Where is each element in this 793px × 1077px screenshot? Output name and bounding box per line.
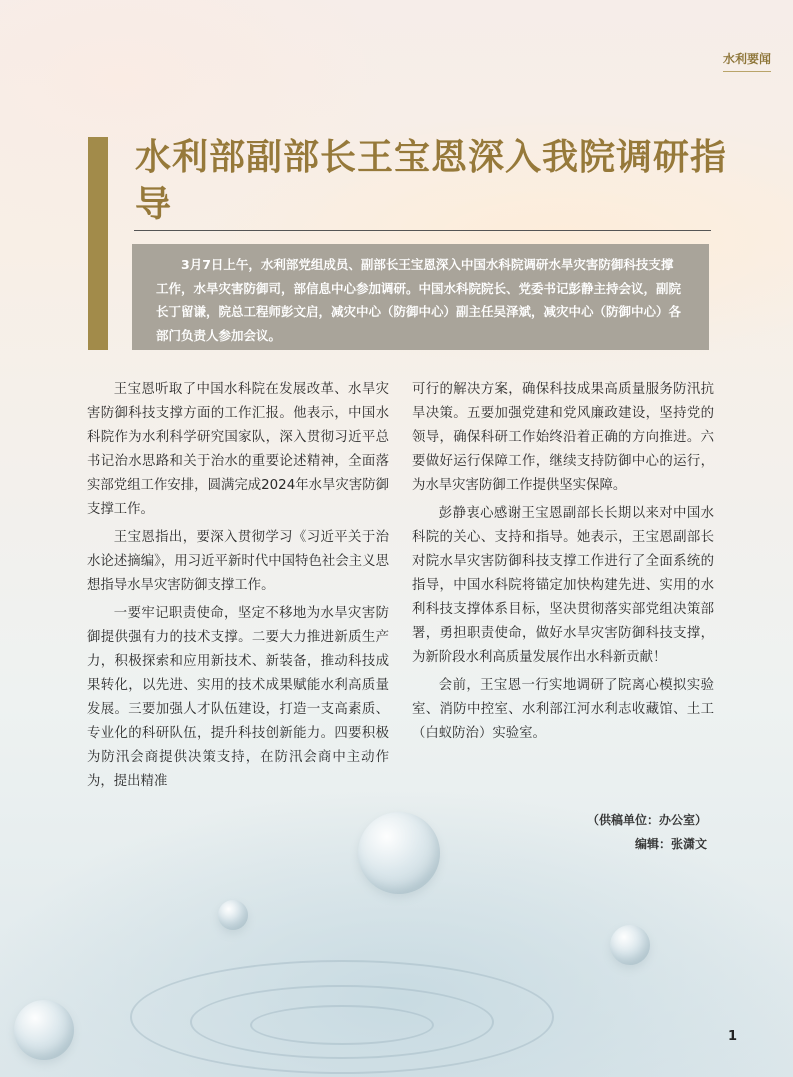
title-divider <box>134 230 711 231</box>
article-credits <box>587 808 707 856</box>
water-ripple-decoration <box>250 1005 434 1045</box>
water-drop-decoration <box>218 900 248 930</box>
water-drop-decoration <box>610 925 650 965</box>
body-paragraph: 一要牢记职责使命，坚定不移地为水旱灾害防御提供强有力的技术支撑。二要大力推进新质生产力，积极探索和应用新技术、新装备，推动科技成果转化，以先进、实用的技术成果赋能水利高质量发展。三要加强人才队伍建设，打造一支高素质、专业化的科研队伍，提升科技创新能力。四要积极为防汛会商提供决策支持，在防汛会商中主动作为，提出精准 <box>87 606 389 789</box>
title-accent-bar <box>88 137 108 350</box>
body-column-right <box>412 378 714 750</box>
body-paragraph: 会前，王宝恩一行实地调研了院离心模拟实验室、消防中控室、水利部江河水利志收藏馆、土工（白蚁防治）实验室。 <box>412 678 714 741</box>
section-tag: 水利要闻 <box>723 50 771 72</box>
water-drop-decoration <box>14 1000 74 1060</box>
water-drop-decoration <box>358 812 440 894</box>
credit-editor: 编辑：张潇文 <box>634 837 707 851</box>
body-paragraph: 彭静衷心感谢王宝恩副部长长期以来对中国水科院的关心、支持和指导。她表示，王宝恩副部长对院水旱灾害防御科技支撑工作进行了全面系统的指导，中国水科院将锚定加快构建先进、实用的水利科技支撑体系目标，坚决贯彻落实部党组决策部署，勇担职责使命，做好水旱灾害防御科技支撑，为新阶段水利高质量发展作出水科新贡献！ <box>412 506 714 665</box>
article-summary: 3月7日上午，水利部党组成员、副部长王宝恩深入中国水科院调研水旱灾害防御科技支撑工作，水旱灾害防御司，部信息中心参加调研。中国水科院院长、党委书记彭静主持会议，副院长丁留谦，院总工程师彭文启，减灾中心（防御中心）副主任吴泽斌，减灾中心（防御中心）各部门负责人参加会议。 <box>132 244 709 350</box>
body-column-left <box>87 378 389 798</box>
body-paragraph: 王宝恩指出，要深入贯彻学习《习近平关于治水论述摘编》，用习近平新时代中国特色社会主义思想指导水旱灾害防御支撑工作。 <box>87 530 389 593</box>
water-ripple-decoration <box>190 985 494 1059</box>
body-paragraph: 王宝恩听取了中国水科院在发展改革、水旱灾害防御科技支撑方面的工作汇报。他表示，中国水科院作为水利科学研究国家队，深入贯彻习近平总书记治水思路和关于治水的重要论述精神，全面落实部党组工作安排，圆满完成2024年水旱灾害防御支撑工作。 <box>87 382 389 517</box>
article-title: 水利部副部长王宝恩深入我院调研指导 <box>135 136 728 225</box>
water-ripple-decoration <box>130 960 554 1074</box>
body-paragraph-continued: 可行的解决方案，确保科技成果高质量服务防汛抗旱决策。五要加强党建和党风廉政建设，坚持党的领导，确保科研工作始终沿着正确的方向推进。六要做好运行保障工作，继续支持防御中心的运行，为水旱灾害防御工作提供坚实保障。 <box>412 382 714 493</box>
credit-source: （供稿单位：办公室） <box>586 813 707 827</box>
page-number: 1 <box>727 1029 737 1044</box>
